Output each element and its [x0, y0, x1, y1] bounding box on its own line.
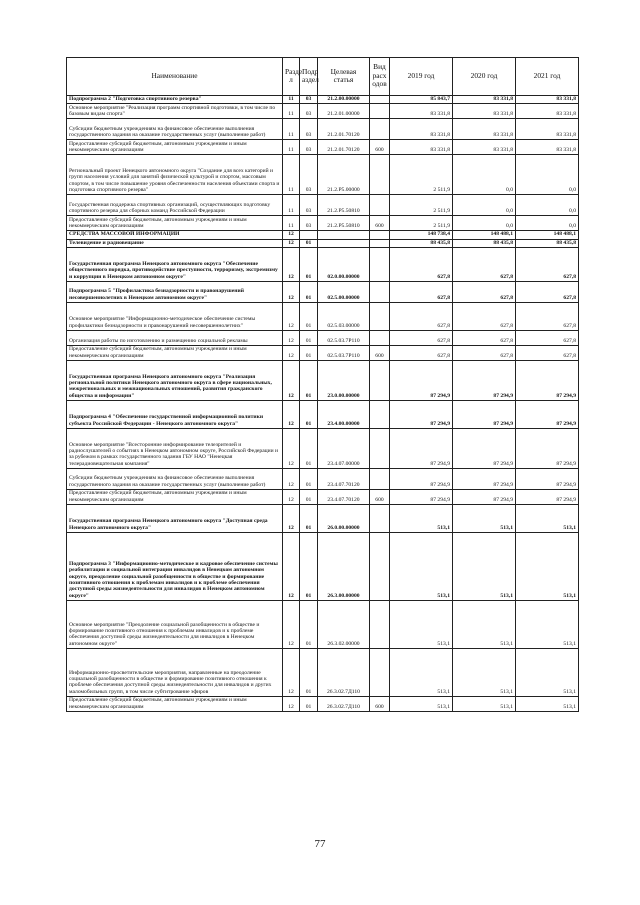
row-name: Предоставление субсидий бюджетным, автономным учреждениям и иным некоммерческим организациям [67, 345, 283, 360]
row-razdel: 11 [283, 119, 300, 140]
row-razdel: 12 [283, 302, 300, 330]
row-2019: 88 435,8 [390, 239, 453, 247]
row-2019: 87 294,9 [390, 468, 453, 489]
row-razdel: 11 [283, 155, 300, 195]
row-name: СРЕДСТВА МАССОВОЙ ИНФОРМАЦИИ [67, 231, 283, 239]
row-2019: 87 294,9 [390, 400, 453, 428]
row-expense-type [370, 247, 390, 281]
row-podrazdel: 01 [300, 302, 318, 330]
row-expense-type [370, 302, 390, 330]
row-name: Подпрограмма 4 "Обеспечение государственной информационной политики субъекта Российской Федерации - Ненецкого автономного округа" [67, 400, 283, 428]
row-expense-type [370, 600, 390, 648]
row-2021: 83 331,8 [516, 119, 579, 140]
table-row [67, 247, 579, 281]
row-expense-type: 600 [370, 216, 390, 231]
row-expense-type: 600 [370, 489, 390, 504]
table-row [67, 231, 579, 239]
row-2020: 513,1 [453, 504, 516, 532]
row-razdel: 12 [283, 696, 300, 711]
row-podrazdel: 03 [300, 155, 318, 195]
row-2021: 513,1 [516, 600, 579, 648]
row-podrazdel: 03 [300, 140, 318, 155]
row-2019: 627,8 [390, 247, 453, 281]
row-razdel: 12 [283, 532, 300, 600]
row-name: Субсидии бюджетным учреждениям на финансовое обеспечение выполнения государственного задания на оказание государственных услуг (выполнение работ) [67, 468, 283, 489]
row-2019: 513,1 [390, 648, 453, 696]
table-row [67, 140, 579, 155]
row-expense-type [370, 330, 390, 345]
row-podrazdel: 01 [300, 468, 318, 489]
row-target-article [318, 239, 370, 247]
row-target-article: 02.5.03.7Р110 [318, 345, 370, 360]
row-podrazdel: 01 [300, 345, 318, 360]
header-razdel: Разде л [283, 58, 300, 96]
row-razdel: 12 [283, 345, 300, 360]
row-razdel: 12 [283, 648, 300, 696]
row-2021: 0,0 [516, 195, 579, 216]
row-name: Основное мероприятие "Всесторонние информирование телезрителей и радиослушателей о событиях в Ненецком автономном округе, Российской Федерации и за рубежом в рамках государственного задания ГБУ НАО "Ненецкая телерадиовещательная компания" [67, 428, 283, 468]
row-2020: 0,0 [453, 216, 516, 231]
row-name: Государственная поддержка спортивных организаций, осуществляющих подготовку спортивного резерва для сборных команд Российской Федерации [67, 195, 283, 216]
table-row [67, 302, 579, 330]
row-2020: 87 294,9 [453, 489, 516, 504]
row-expense-type [370, 195, 390, 216]
row-podrazdel: 01 [300, 696, 318, 711]
row-target-article: 23.0.00.00000 [318, 360, 370, 400]
row-2019: 87 294,9 [390, 489, 453, 504]
row-expense-type [370, 504, 390, 532]
table-row [67, 281, 579, 302]
row-2020: 87 294,9 [453, 428, 516, 468]
row-name: Предоставление субсидий бюджетным, автономным учреждениям и иным некоммерческим организациям [67, 696, 283, 711]
row-name: Основное мероприятие "Преодоление социальной разобщенности в обществе и формирование позитивного отношения к проблемам инвалидов и к проблеме обеспечения доступной среды жизнедеятельности для инвалидов в Ненецком автономном округе" [67, 600, 283, 648]
row-target-article: 23.4.07.70120 [318, 468, 370, 489]
page-number: 77 [314, 838, 326, 850]
row-name: Региональный проект Ненецкого автономного округа "Создание для всех категорий и групп населения условий для занятий физической культурой и спортом, массовым спортом, в том числе повышение уровня обеспеченности населения объектами спорта и подготовка спортивного резерва" [67, 155, 283, 195]
row-target-article: 21.2.01.00000 [318, 104, 370, 119]
table-header-row [67, 58, 579, 96]
row-name: Подпрограмма 2 "Подготовка спортивного резерва" [67, 96, 283, 104]
row-podrazdel: 03 [300, 104, 318, 119]
row-2021: 513,1 [516, 696, 579, 711]
row-2021: 87 294,9 [516, 400, 579, 428]
row-target-article: 02.5.03.00000 [318, 302, 370, 330]
row-2019: 627,8 [390, 330, 453, 345]
table-row [67, 489, 579, 504]
row-expense-type [370, 96, 390, 104]
row-target-article: 23.4.07.70120 [318, 489, 370, 504]
row-2019: 513,1 [390, 600, 453, 648]
row-razdel: 12 [283, 360, 300, 400]
row-2021: 87 294,9 [516, 468, 579, 489]
header-2021: 2021 год [516, 58, 579, 96]
header-name: Наименование [67, 58, 283, 96]
row-name: Государственная программа Ненецкого автономного округа "Доступная среда Ненецкого автономного округа" [67, 504, 283, 532]
row-2020: 513,1 [453, 600, 516, 648]
row-2020: 87 294,9 [453, 400, 516, 428]
table-row [67, 648, 579, 696]
row-expense-type [370, 119, 390, 140]
row-podrazdel: 03 [300, 195, 318, 216]
header-target-article: Целевая статья [318, 58, 370, 96]
row-2021: 88 435,8 [516, 239, 579, 247]
row-expense-type [370, 281, 390, 302]
row-podrazdel: 01 [300, 489, 318, 504]
row-2019: 513,1 [390, 696, 453, 711]
row-2019: 83 331,8 [390, 104, 453, 119]
row-target-article: 21.2.P5.50810 [318, 216, 370, 231]
row-name: Субсидии бюджетным учреждениям на финансовое обеспечение выполнения государственного задания на оказание государственных услуг (выполнение работ) [67, 119, 283, 140]
row-expense-type [370, 532, 390, 600]
row-name: Основное мероприятие "Реализация программ спортивной подготовки, в том числе по базовым видам спорта" [67, 104, 283, 119]
table-row [67, 468, 579, 489]
row-target-article: 21.2.01.70120 [318, 119, 370, 140]
table-row [67, 345, 579, 360]
row-expense-type [370, 468, 390, 489]
row-target-article: 26.3.00.00000 [318, 532, 370, 600]
row-2020: 87 294,9 [453, 468, 516, 489]
row-2021: 87 294,9 [516, 428, 579, 468]
row-expense-type: 600 [370, 140, 390, 155]
row-razdel: 12 [283, 468, 300, 489]
row-target-article: 02.0.00.00000 [318, 247, 370, 281]
row-2019: 83 331,8 [390, 140, 453, 155]
table-body [67, 96, 579, 712]
row-expense-type [370, 400, 390, 428]
table-row [67, 504, 579, 532]
row-podrazdel: 03 [300, 96, 318, 104]
row-podrazdel: 01 [300, 330, 318, 345]
row-expense-type [370, 648, 390, 696]
row-podrazdel: 03 [300, 119, 318, 140]
row-podrazdel: 01 [300, 360, 318, 400]
row-target-article: 02.5.03.7Р110 [318, 330, 370, 345]
row-2021: 0,0 [516, 216, 579, 231]
row-2021: 627,8 [516, 330, 579, 345]
row-2020: 513,1 [453, 696, 516, 711]
row-name: Предоставление субсидий бюджетным, автономным учреждениям и иным некоммерческим организациям [67, 489, 283, 504]
row-podrazdel: 01 [300, 400, 318, 428]
row-expense-type [370, 104, 390, 119]
row-2019: 2 511,9 [390, 155, 453, 195]
row-podrazdel: 01 [300, 239, 318, 247]
row-2020: 0,0 [453, 195, 516, 216]
row-name: Подпрограмма 5 "Профилактика безнадзорности и правонарушений несовершеннолетних в Ненецком автономном округе" [67, 281, 283, 302]
row-2020: 83 331,8 [453, 96, 516, 104]
row-razdel: 11 [283, 216, 300, 231]
row-podrazdel [300, 231, 318, 239]
row-razdel: 12 [283, 600, 300, 648]
row-2019: 2 511,9 [390, 195, 453, 216]
row-razdel: 12 [283, 330, 300, 345]
row-name: Предоставление субсидий бюджетным, автономным учреждениям и иным некоммерческим организациям [67, 140, 283, 155]
row-2021: 627,8 [516, 302, 579, 330]
row-name: Государственная программа Ненецкого автономного округа "Обеспечение общественного порядка, противодействие преступности, терроризму, экстремизму и коррупции в Ненецком автономном округе" [67, 247, 283, 281]
table-row [67, 360, 579, 400]
row-2021: 87 294,9 [516, 489, 579, 504]
table-row [67, 600, 579, 648]
row-razdel: 11 [283, 104, 300, 119]
row-2019: 627,8 [390, 345, 453, 360]
row-expense-type [370, 155, 390, 195]
row-expense-type [370, 231, 390, 239]
row-target-article: 21.2.01.70120 [318, 140, 370, 155]
row-razdel: 12 [283, 231, 300, 239]
table-row [67, 400, 579, 428]
row-2021: 83 331,8 [516, 140, 579, 155]
row-expense-type [370, 239, 390, 247]
budget-sheet [66, 57, 578, 712]
row-expense-type [370, 428, 390, 468]
row-2020: 513,1 [453, 648, 516, 696]
table-row [67, 532, 579, 600]
row-2019: 513,1 [390, 532, 453, 600]
row-2020: 627,8 [453, 302, 516, 330]
row-2020: 148 488,1 [453, 231, 516, 239]
row-target-article: 21.2.00.00000 [318, 96, 370, 104]
row-2021: 627,8 [516, 247, 579, 281]
row-2019: 627,8 [390, 302, 453, 330]
row-target-article: 21.2.P5.50810 [318, 195, 370, 216]
header-2020: 2020 год [453, 58, 516, 96]
row-razdel: 12 [283, 489, 300, 504]
row-name: Телевидение и радиовещание [67, 239, 283, 247]
row-razdel: 12 [283, 400, 300, 428]
row-target-article: 02.5.00.00000 [318, 281, 370, 302]
row-2020: 88 435,8 [453, 239, 516, 247]
row-2020: 627,8 [453, 281, 516, 302]
table-row [67, 330, 579, 345]
row-target-article: 26.3.02.00000 [318, 600, 370, 648]
row-expense-type [370, 360, 390, 400]
table-row [67, 239, 579, 247]
row-podrazdel: 01 [300, 281, 318, 302]
row-podrazdel: 01 [300, 600, 318, 648]
row-podrazdel: 01 [300, 532, 318, 600]
row-razdel: 12 [283, 504, 300, 532]
row-target-article: 26.3.02.7Д110 [318, 648, 370, 696]
row-target-article: 26.0.00.00000 [318, 504, 370, 532]
row-razdel: 12 [283, 247, 300, 281]
row-razdel: 11 [283, 140, 300, 155]
table-row [67, 96, 579, 104]
row-2020: 627,8 [453, 330, 516, 345]
table-row [67, 428, 579, 468]
row-2019: 513,1 [390, 504, 453, 532]
row-name: Подпрограмма 3 "Информационно-методическое и кадровое обеспечение системы реабилитации и социальной интеграции инвалидов в Ненецком автономном округе, преодоление социальной разобщенности в обществе и формирование позитивного отношения к проблемам инвалидов и к проблеме обеспечения доступной среды жизнедеятельности для инвалидов в Ненецком автономном округе" [67, 532, 283, 600]
row-podrazdel: 01 [300, 504, 318, 532]
row-target-article: 23.4.00.00000 [318, 400, 370, 428]
row-name: Информационно-просветительские мероприятия, направленные на преодоление социальной разобщенности в обществе и формирование позитивного отношения к проблеме обеспечения доступной среды жизнедеятельности для инвалидов и других маломобильных групп, в том числе субтитрование эфиров [67, 648, 283, 696]
row-2020: 83 331,8 [453, 140, 516, 155]
row-podrazdel: 03 [300, 216, 318, 231]
row-2020: 513,1 [453, 532, 516, 600]
row-2019: 83 331,8 [390, 119, 453, 140]
header-2019: 2019 год [390, 58, 453, 96]
row-expense-type: 600 [370, 345, 390, 360]
header-podrazdel: Подр аздел [300, 58, 318, 96]
header-expense-type: Вид расх одов [370, 58, 390, 96]
table-row [67, 195, 579, 216]
row-2021: 513,1 [516, 504, 579, 532]
row-2021: 513,1 [516, 648, 579, 696]
row-2021: 148 488,1 [516, 231, 579, 239]
table-row [67, 155, 579, 195]
row-target-article: 26.3.02.7Д110 [318, 696, 370, 711]
row-podrazdel: 01 [300, 648, 318, 696]
row-2021: 87 294,9 [516, 360, 579, 400]
row-razdel: 12 [283, 281, 300, 302]
row-target-article: 21.2.P5.00000 [318, 155, 370, 195]
row-expense-type: 600 [370, 696, 390, 711]
row-razdel: 11 [283, 96, 300, 104]
row-name: Основное мероприятие "Информационно-методическое обеспечение системы профилактики безнадзорности и правонарушений несовершеннолетних" [67, 302, 283, 330]
row-2019: 85 843,7 [390, 96, 453, 104]
row-name: Предоставление субсидий бюджетным, автономным учреждениям и иным некоммерческим организациям [67, 216, 283, 231]
row-razdel: 12 [283, 428, 300, 468]
row-name: Организация работы по изготовлению и размещению социальной рекламы [67, 330, 283, 345]
row-2020: 627,8 [453, 247, 516, 281]
table-row [67, 696, 579, 711]
row-2021: 627,8 [516, 281, 579, 302]
table-row [67, 119, 579, 140]
row-target-article: 23.4.07.00000 [318, 428, 370, 468]
row-2020: 83 331,8 [453, 119, 516, 140]
row-2020: 627,8 [453, 345, 516, 360]
budget-table [66, 57, 579, 712]
row-2020: 83 331,8 [453, 104, 516, 119]
table-row [67, 216, 579, 231]
row-2021: 627,8 [516, 345, 579, 360]
row-target-article [318, 231, 370, 239]
row-2020: 0,0 [453, 155, 516, 195]
row-2021: 0,0 [516, 155, 579, 195]
row-podrazdel: 01 [300, 428, 318, 468]
row-razdel: 11 [283, 195, 300, 216]
row-2019: 148 738,4 [390, 231, 453, 239]
row-2020: 87 294,9 [453, 360, 516, 400]
table-row [67, 104, 579, 119]
row-2021: 83 331,8 [516, 96, 579, 104]
row-name: Государственная программа Ненецкого автономного округа "Реализация региональной политики Ненецкого автономного округа в сфере национальных, межрегиональных и межнациональных отношений, развития гражданского общества и информации" [67, 360, 283, 400]
row-2021: 513,1 [516, 532, 579, 600]
row-2019: 87 294,9 [390, 360, 453, 400]
row-2021: 83 331,8 [516, 104, 579, 119]
row-razdel: 12 [283, 239, 300, 247]
row-2019: 627,8 [390, 281, 453, 302]
row-2019: 87 294,9 [390, 428, 453, 468]
row-2019: 2 511,9 [390, 216, 453, 231]
row-podrazdel: 01 [300, 247, 318, 281]
